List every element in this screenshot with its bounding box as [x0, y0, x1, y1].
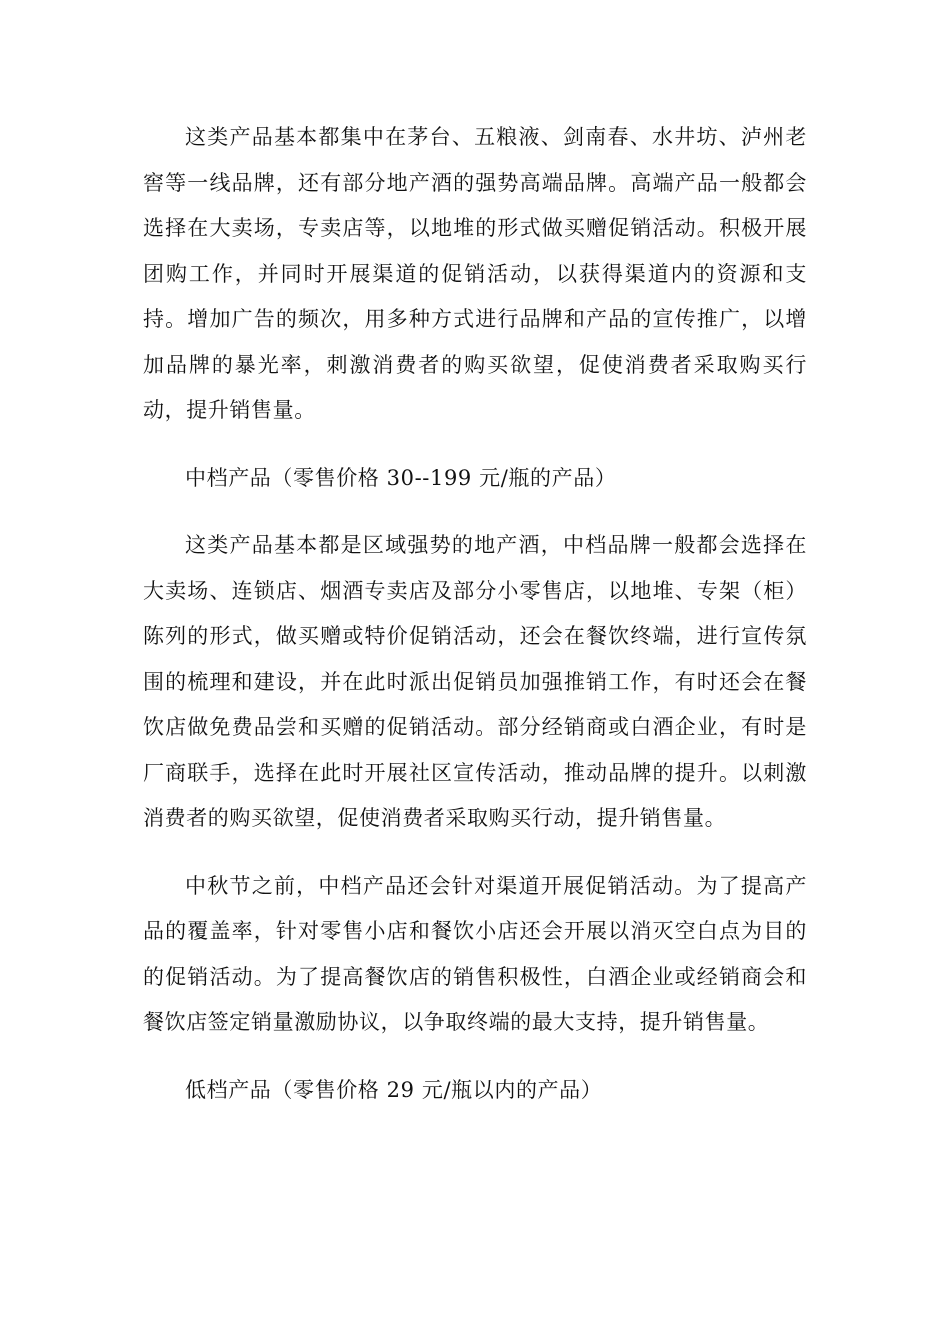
heading-mid-range-products: 中档产品（零售价格 30--199 元/瓶的产品） — [185, 465, 617, 490]
document-body — [143, 115, 807, 1113]
paragraph-gap — [143, 434, 807, 456]
paragraph-gap — [143, 1046, 807, 1068]
paragraph-mid-autumn-promotion: 中秋节之前，中档产品还会针对渠道开展促销活动。为了提高产品的覆盖率，针对零售小店和餐饮小店还会开展以消灭空白点为目的的促销活动。为了提高餐饮店的销售积极性，白酒企业或经销商会和餐饮店签定销量激励协议，以争取终端的最大支持，提升销售量。 — [143, 873, 807, 1034]
paragraph-gap — [143, 501, 807, 523]
paragraph-high-end-products: 这类产品基本都集中在茅台、五粮液、剑南春、水井坊、泸州老窖等一线品牌，还有部分地产酒的强势高端品牌。高端产品一般都会选择在大卖场，专卖店等，以地堆的形式做买赠促销活动。积极开展团购工作，并同时开展渠道的促销活动，以获得渠道内的资源和支持。增加广告的频次，用多种方式进行品牌和产品的宣传推广，以增加品牌的暴光率，刺激消费者的购买欲望，促使消费者采取购买行动，提升销售量。 — [143, 125, 807, 422]
paragraph-mid-range-products: 这类产品基本都是区域强势的地产酒，中档品牌一般都会选择在大卖场、连锁店、烟酒专卖店及部分小零售店，以地堆、专架（柜）陈列的形式，做买赠或特价促销活动，还会在餐饮终端，进行宣传氛围的梳理和建设，并在此时派出促销员加强推销工作，有时还会在餐饮店做免费品尝和买赠的促销活动。部分经销商或白酒企业，有时是厂商联手，选择在此时开展社区宣传活动，推动品牌的提升。以刺激消费者的购买欲望，促使消费者采取购买行动，提升销售量。 — [143, 533, 807, 830]
heading-low-end-products: 低档产品（零售价格 29 元/瓶以内的产品） — [185, 1077, 603, 1102]
paragraph-gap — [143, 842, 807, 864]
